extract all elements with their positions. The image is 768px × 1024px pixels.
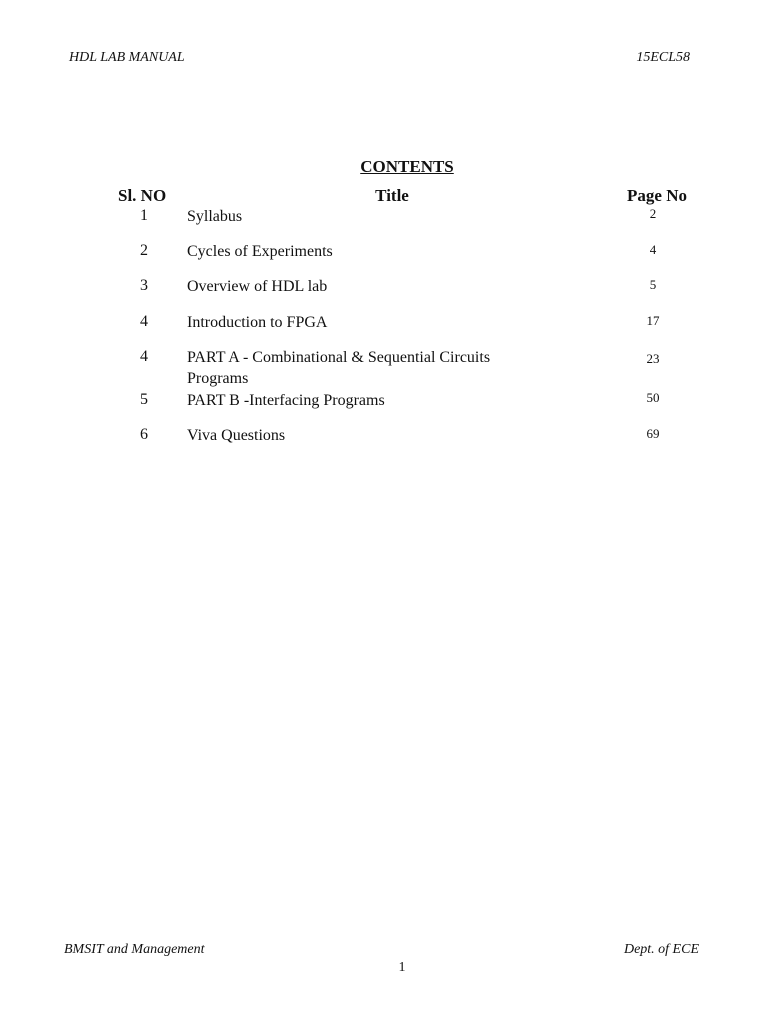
row-page-no: 23 [646,351,660,366]
row-page-no: 50 [646,390,660,405]
row-sl-no: 5 [140,391,148,408]
header-right: 15ECL58 [636,50,690,65]
column-header-page-no: Page No [627,186,687,205]
row-title: Introduction to FPGA [187,314,328,331]
row-sl-no: 3 [140,277,148,294]
row-page-no: 5 [649,277,657,292]
row-sl-no: 1 [140,207,148,224]
header-left: HDL LAB MANUAL [69,50,185,65]
row-sl-no: 6 [140,426,148,443]
row-title: Viva Questions [187,427,286,444]
footer-right: Dept. of ECE [623,942,699,957]
row-title: Syllabus [187,208,243,225]
row-page-no: 4 [649,242,657,257]
row-title: Overview of HDL lab [187,278,328,295]
row-sl-no: 4 [140,348,148,365]
contents-heading: CONTENTS [360,157,454,176]
row-page-no: 2 [649,206,657,221]
row-title-continuation: Programs [187,370,249,387]
row-page-no: 69 [646,426,660,441]
page-number: 1 [398,960,406,975]
row-title: PART A - Combinational & Sequential Circuits [187,349,491,366]
column-header-sl-no: Sl. NO [118,186,167,205]
row-page-no: 17 [646,313,660,328]
column-header-title: Title [375,186,409,205]
footer-left: BMSIT and Management [64,942,205,957]
row-sl-no: 4 [140,313,148,330]
row-title: PART B -Interfacing Programs [187,392,385,409]
row-sl-no: 2 [140,242,148,259]
row-title: Cycles of Experiments [187,243,333,260]
